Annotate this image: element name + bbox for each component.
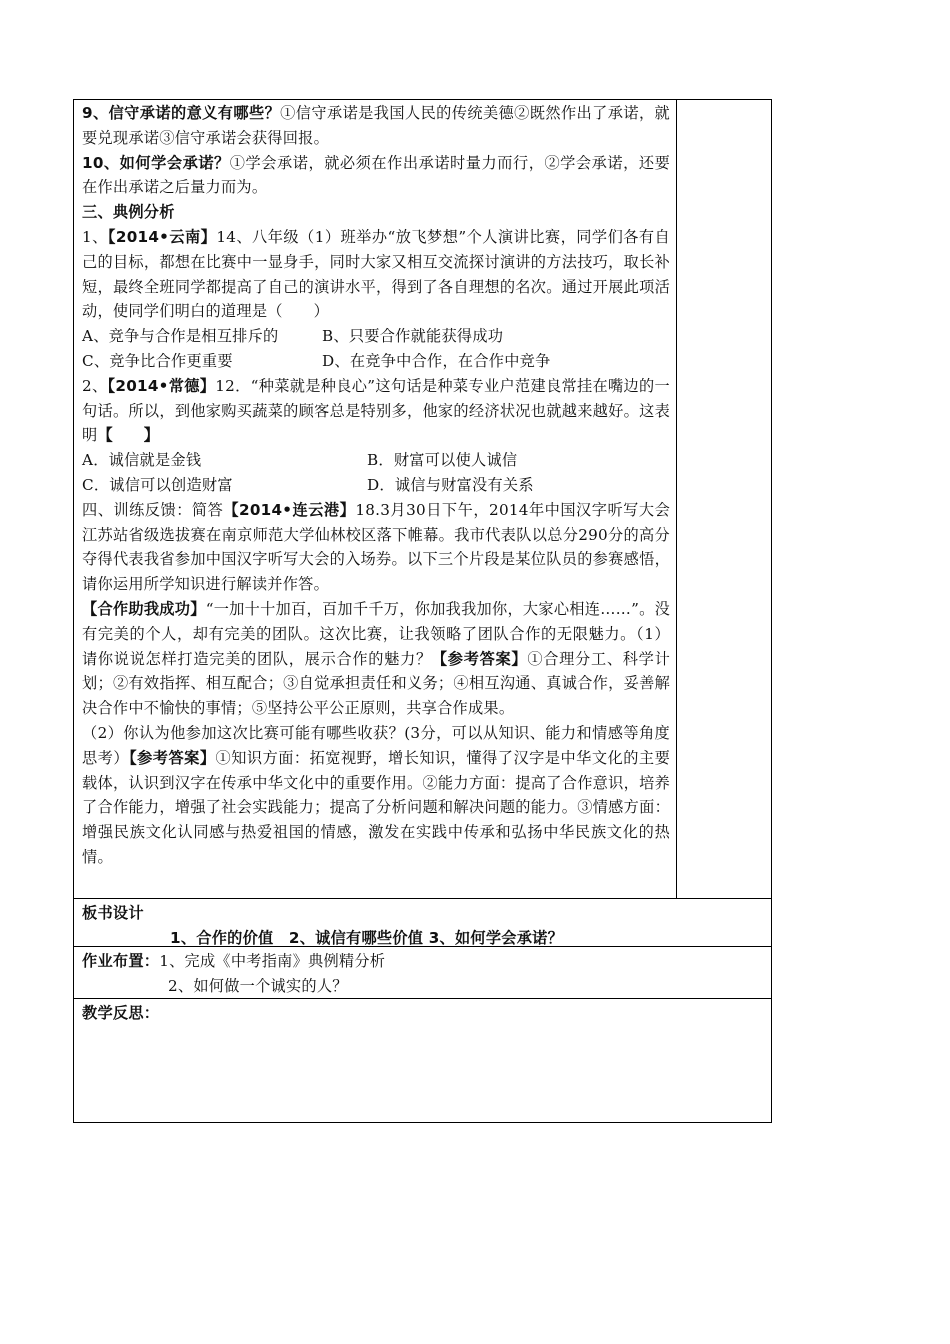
q9-paragraph bbox=[82, 101, 670, 151]
example2-question: 2、【2014•常德】12．“种菜就是种良心”这句话是种菜专业户范建良常挂在嘴边的一句话。所以，到他家购买蔬菜的顾客总是特别多，他家的经济状况也就越来越好。这表明【 】 bbox=[82, 376, 670, 445]
option-d: D．诚信与财富没有关系 bbox=[367, 475, 534, 494]
q10-paragraph bbox=[82, 151, 670, 201]
section4-question: 四、训练反馈：简答【2014•连云港】18.3月30日下午，2014年中国汉字听写大会江苏站省级选拔赛在南京师范大学仙林校区落下帷幕。我市代表队以总分290分的高分夺得代表我省参加中国汉字听写大会的入场券。以下三个片段是某位队员的参赛感悟，请你运用所学知识进行解读并作答。 bbox=[82, 500, 671, 594]
reflection-row bbox=[74, 998, 771, 1122]
section3-title: 三、典例分析 bbox=[82, 203, 175, 222]
question2-paragraph: （2）你认为他参加这次比赛可能有哪些收获？(3分，可以从知识、能力和情感等角度思考）【参考答案】①知识方面：拓宽视野，增长知识，懂得了汉字是中华文化的主要载体，认识到汉字在传承中华文化中的重要作用。②能力方面：提高了合作意识，培养了合作能力，增强了社会实践能力；提高了分析问题和解决问题的能力。③情感方面：增强民族文化认同感与热爱祖国的情感，激发在实践中传承和弘扬中华民族文化的热情。 bbox=[82, 723, 671, 866]
q10-answer: ①学会承诺，就必须在作出承诺时量力而行，②学会承诺，还要在作出承诺之后量力而为。 bbox=[82, 153, 671, 197]
answer1-text: ①合理分工、科学计划；②有效指挥、相互配合；③自觉承担责任和义务；④相互沟通、真诚合作，妥善解决合作中不愉快的事情；⑤坚持公平公正原则，共享合作成果。 bbox=[82, 649, 671, 718]
option-a: A．诚信就是金钱 bbox=[82, 451, 202, 470]
homework-line1 bbox=[82, 949, 763, 974]
example2-options-row2 bbox=[82, 473, 670, 498]
q10-heading: 10、如何学会承诺？ bbox=[82, 153, 230, 172]
example1-options-row1 bbox=[82, 324, 670, 349]
example2-source-tag: 【2014•常德】 bbox=[107, 376, 216, 395]
cooperation-paragraph: 【合作助我成功】“一加十十加百，百加千千万，你加我我加你，大家心相连……”。没有完美的个人，却有完美的团队。这次比赛，让我领略了团队合作的无限魅力。（1）请你说说怎样打造完美的团队，展示合作的魅力？【参考答案】①合理分工、科学计划；②有效指挥、相互配合；③自觉承担责任和义务；④相互沟通、真诚合作，妥善解决合作中不愉快的事情；⑤坚持公平公正原则，共享合作成果。 bbox=[82, 599, 671, 718]
board-design-label: 板书设计 bbox=[82, 904, 144, 922]
example1-options-row2 bbox=[82, 349, 670, 374]
q9-heading: 9、信守承诺的意义有哪些？ bbox=[82, 104, 281, 122]
answer2-tag: 【参考答案】 bbox=[129, 748, 216, 767]
option-d: D、在竞争中合作，在合作中竞争 bbox=[322, 351, 551, 370]
homework-item: 1、完成《中考指南》典例精分析 bbox=[159, 952, 386, 970]
answer-bracket: 【 】 bbox=[97, 426, 160, 445]
example1-source-tag: 【2014•云南】 bbox=[107, 227, 217, 246]
option-a: A、竞争与合作是相互排斥的 bbox=[82, 327, 279, 346]
section4-source-tag: 【2014•连云港】 bbox=[223, 500, 356, 519]
option-b: B、只要合作就能获得成功 bbox=[322, 327, 504, 346]
option-b: B．财富可以使人诚信 bbox=[367, 451, 518, 470]
cooperation-tag: 【合作助我成功】 bbox=[82, 599, 206, 618]
homework-row bbox=[74, 946, 771, 998]
side-notes-cell bbox=[677, 100, 771, 898]
example2-options-row1 bbox=[82, 448, 670, 473]
lesson-plan-table bbox=[73, 99, 772, 1123]
example1-question: 1、【2014•云南】14、八年级（1）班举办“放飞梦想”个人演讲比赛，同学们各有自己的目标，都想在比赛中一显身手，同时大家又相互交流探讨演讲的方法技巧，取长补短，最终全班同学都提高了自己的演讲水平，得到了各自理想的名次。通过开展此项活动，使同学们明白的道理是（ ） bbox=[82, 227, 670, 321]
main-content-cell bbox=[74, 100, 677, 898]
board-design-content: 1、合作的价值 2、诚信有哪些价值 3、如何学会承诺？ bbox=[170, 928, 564, 947]
answer2-text: ①知识方面：拓宽视野，增长知识，懂得了汉字是中华文化的主要载体，认识到汉字在传承中华文化中的重要作用。②能力方面：提高了合作意识，培养了合作能力，增强了社会实践能力；提高了分析问题和解决问题的能力。③情感方面：增强民族文化认同感与热爱祖国的情感，激发在实践中传承和弘扬中华民族文化的热情。 bbox=[82, 748, 671, 866]
reflection-label: 教学反思： bbox=[82, 1004, 160, 1022]
q9-answer: ①信守承诺是我国人民的传统美德②既然作出了承诺，就要兑现承诺③信守承诺会获得回报。 bbox=[82, 104, 670, 147]
option-c: C．诚信可以创造财富 bbox=[82, 475, 233, 494]
option-c: C、竞争比合作更重要 bbox=[82, 351, 233, 370]
homework-item: 2、如何做一个诚实的人？ bbox=[168, 976, 348, 995]
board-design-row bbox=[74, 898, 771, 946]
answer1-tag: 【参考答案】 bbox=[431, 649, 528, 668]
homework-label: 作业布置： bbox=[82, 952, 160, 970]
